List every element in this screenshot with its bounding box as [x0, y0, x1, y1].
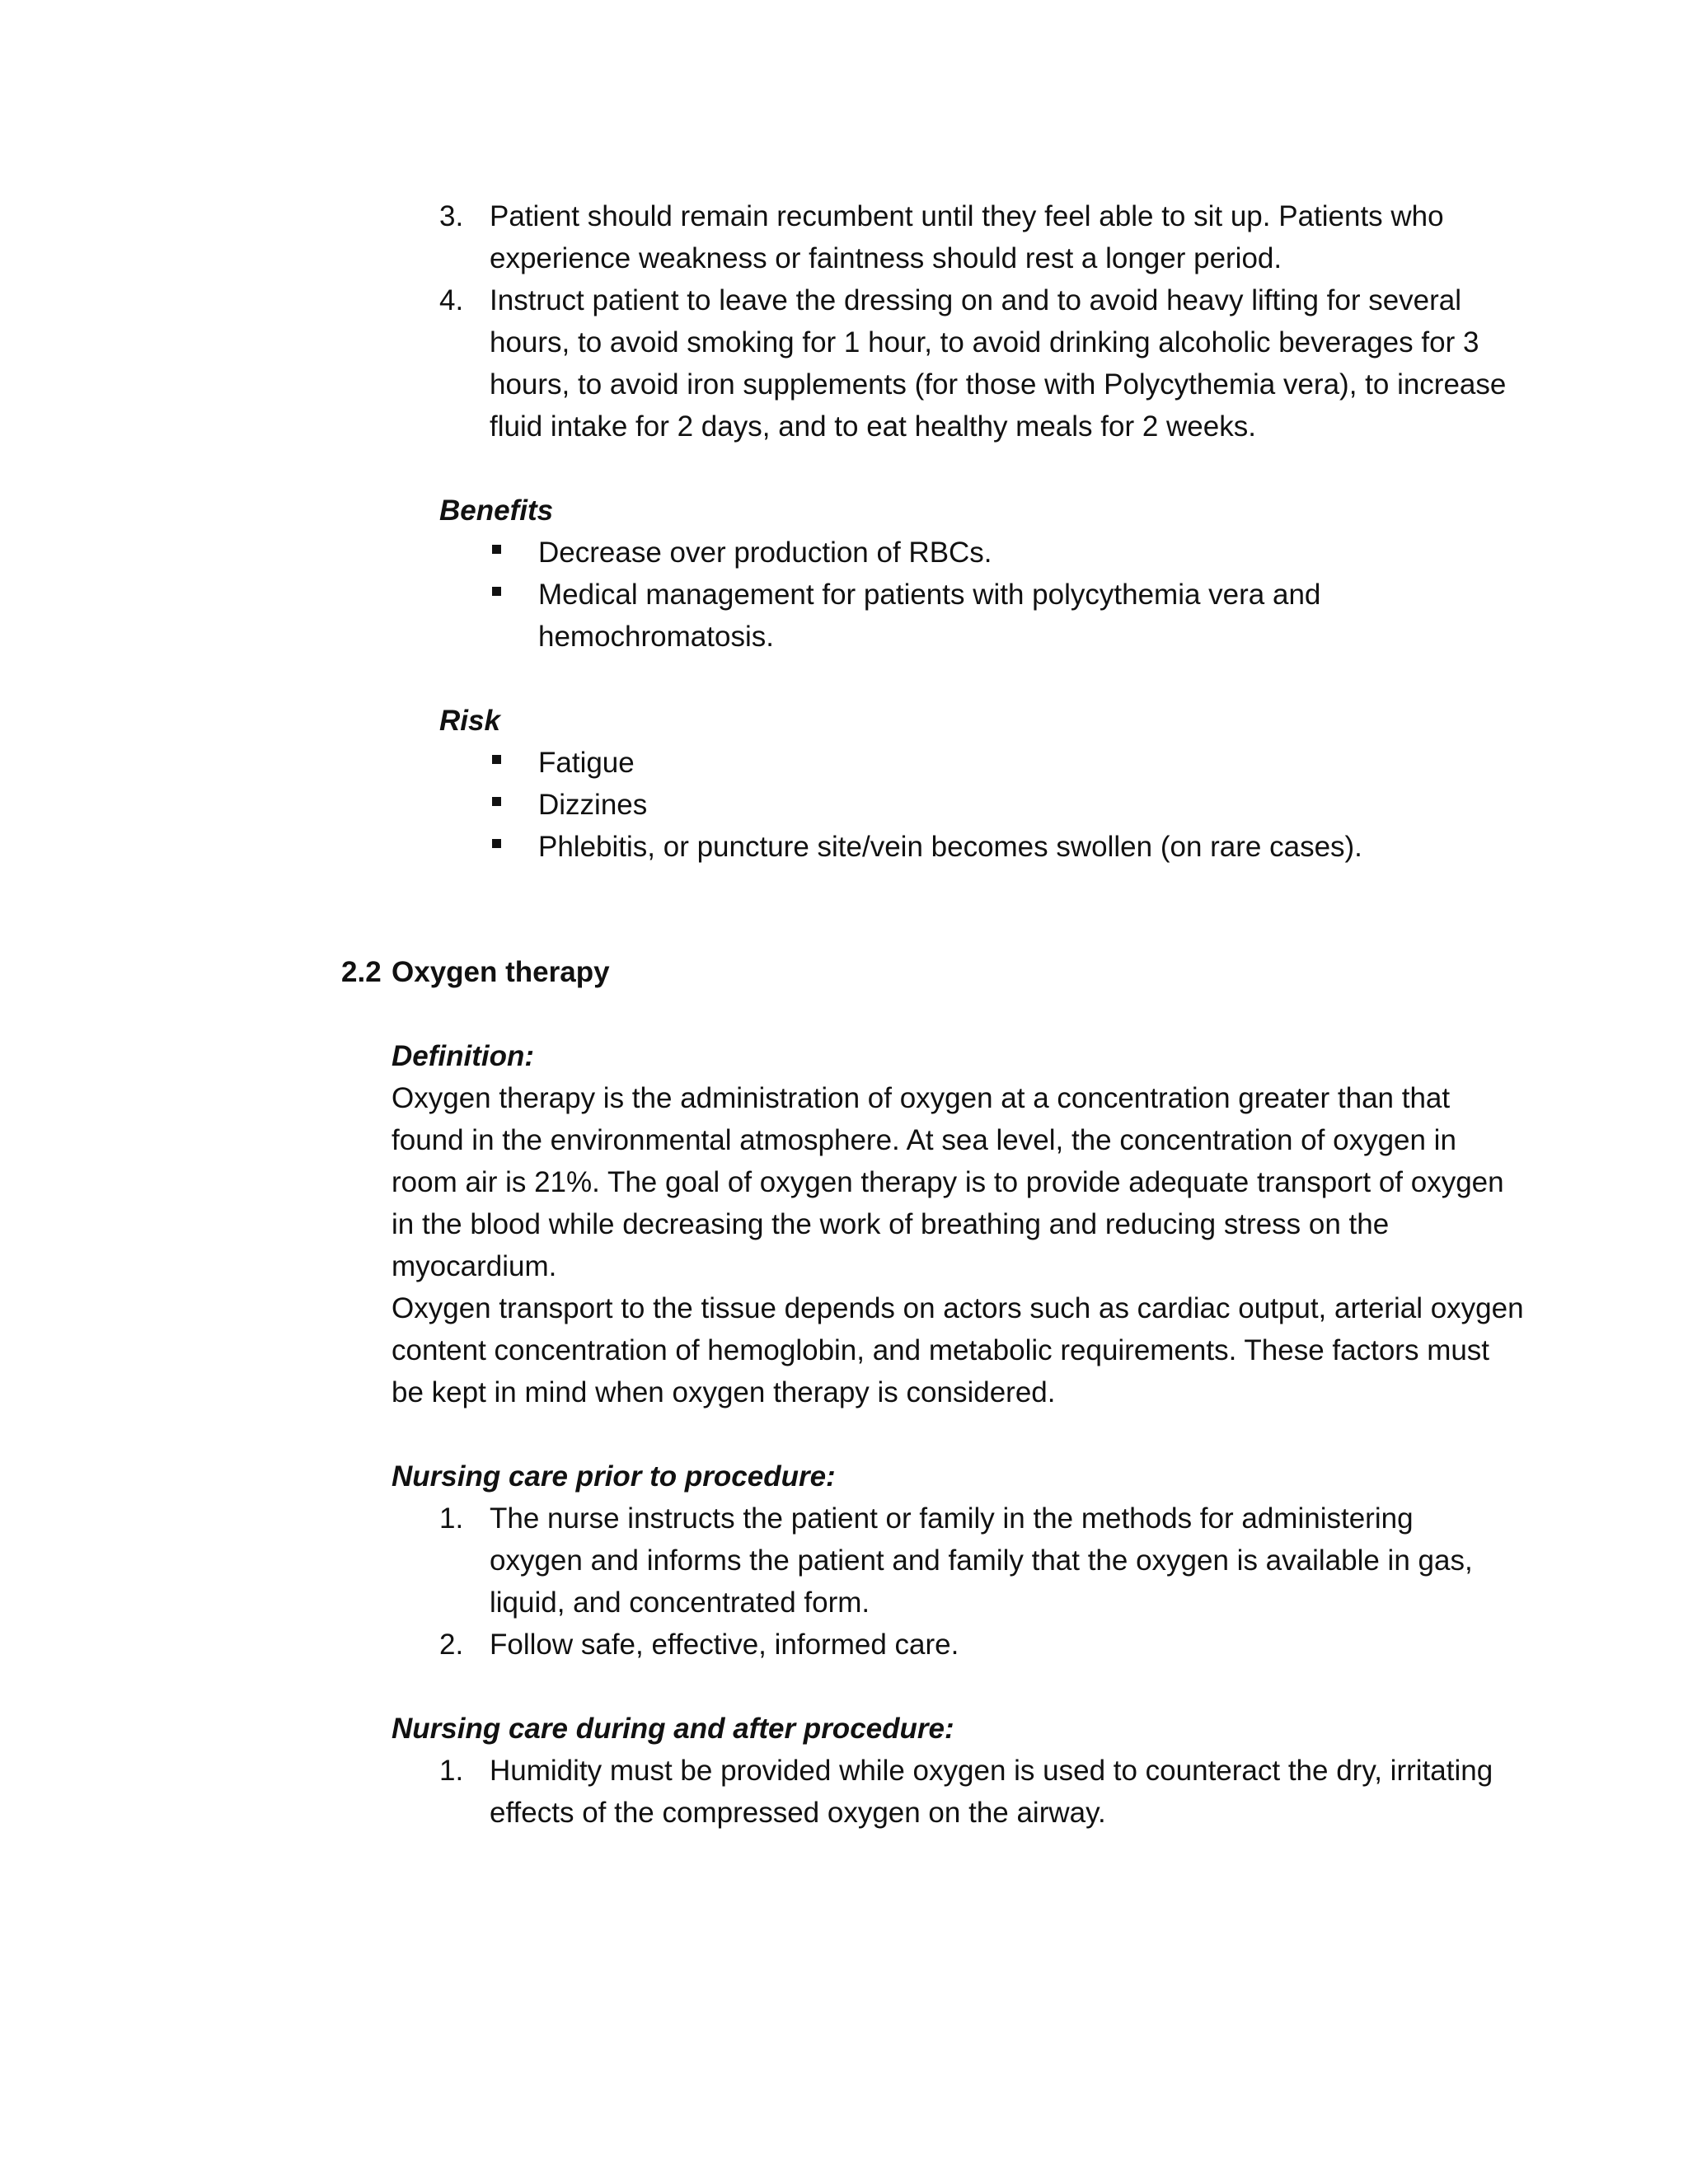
list-item-text: Humidity must be provided while oxygen is used to counteract the dry, irritating — [490, 1755, 1493, 1787]
bullet-icon — [492, 797, 501, 806]
list-item-text: Follow safe, effective, informed care. — [490, 1629, 959, 1661]
list-item-text: liquid, and concentrated form. — [490, 1586, 870, 1619]
list-item-text: The nurse instructs the patient or family in the methods for administering — [490, 1502, 1414, 1535]
bullet-icon — [492, 755, 501, 764]
paragraph-line: myocardium. — [392, 1250, 557, 1282]
paragraph-line: content concentration of hemoglobin, and metabolic requirements. These factors must — [392, 1334, 1490, 1366]
definition-heading: Definition: — [392, 1040, 535, 1072]
list-item-text: fluid intake for 2 days, and to eat healthy meals for 2 weeks. — [490, 410, 1256, 443]
during-heading: Nursing care during and after procedure: — [392, 1713, 954, 1745]
paragraph-line: Oxygen transport to the tissue depends on actors such as cardiac output, arterial oxygen — [392, 1292, 1524, 1324]
section-title: Oxygen therapy — [392, 956, 610, 988]
prior-heading: Nursing care prior to procedure: — [392, 1460, 836, 1493]
paragraph-line: Oxygen therapy is the administration of oxygen at a concentration greater than that — [392, 1082, 1451, 1114]
paragraph-line: room air is 21%. The goal of oxygen therapy is to provide adequate transport of oxygen — [392, 1166, 1504, 1198]
bullet-icon — [492, 545, 501, 554]
list-item-text: effects of the compressed oxygen on the airway. — [490, 1797, 1106, 1829]
list-item-text: experience weakness or faintness should rest a longer period. — [490, 242, 1282, 274]
list-item-text: oxygen and informs the patient and family that the oxygen is available in gas, — [490, 1544, 1473, 1577]
list-item-text: Patient should remain recumbent until they feel able to sit up. Patients who — [490, 200, 1444, 232]
list-number: 3. — [439, 200, 464, 232]
list-number: 1. — [439, 1502, 464, 1535]
bullet-icon — [492, 839, 501, 848]
section-number: 2.2 — [341, 956, 382, 988]
paragraph-line: be kept in mind when oxygen therapy is considered. — [392, 1376, 1056, 1408]
bullet-icon — [492, 587, 501, 596]
list-item-text: hours, to avoid iron supplements (for those with Polycythemia vera), to increase — [490, 368, 1507, 401]
bullet-text: Decrease over production of RBCs. — [538, 537, 992, 569]
bullet-text: hemochromatosis. — [538, 621, 774, 653]
bullet-text: Medical management for patients with polycythemia vera and — [538, 579, 1321, 611]
benefits-heading: Benefits — [439, 494, 554, 527]
list-item-text: Instruct patient to leave the dressing on and to avoid heavy lifting for several — [490, 284, 1462, 316]
paragraph-line: found in the environmental atmosphere. At sea level, the concentration of oxygen in — [392, 1124, 1456, 1156]
risk-heading: Risk — [439, 705, 500, 737]
paragraph-line: in the blood while decreasing the work of breathing and reducing stress on the — [392, 1208, 1390, 1240]
list-item-text: hours, to avoid smoking for 1 hour, to avoid drinking alcoholic beverages for 3 — [490, 326, 1479, 359]
bullet-text: Dizzines — [538, 789, 648, 821]
list-number: 1. — [439, 1755, 464, 1787]
list-number: 4. — [439, 284, 464, 316]
bullet-text: Phlebitis, or puncture site/vein becomes swollen (on rare cases). — [538, 831, 1362, 863]
bullet-text: Fatigue — [538, 747, 635, 779]
list-number: 2. — [439, 1629, 464, 1661]
